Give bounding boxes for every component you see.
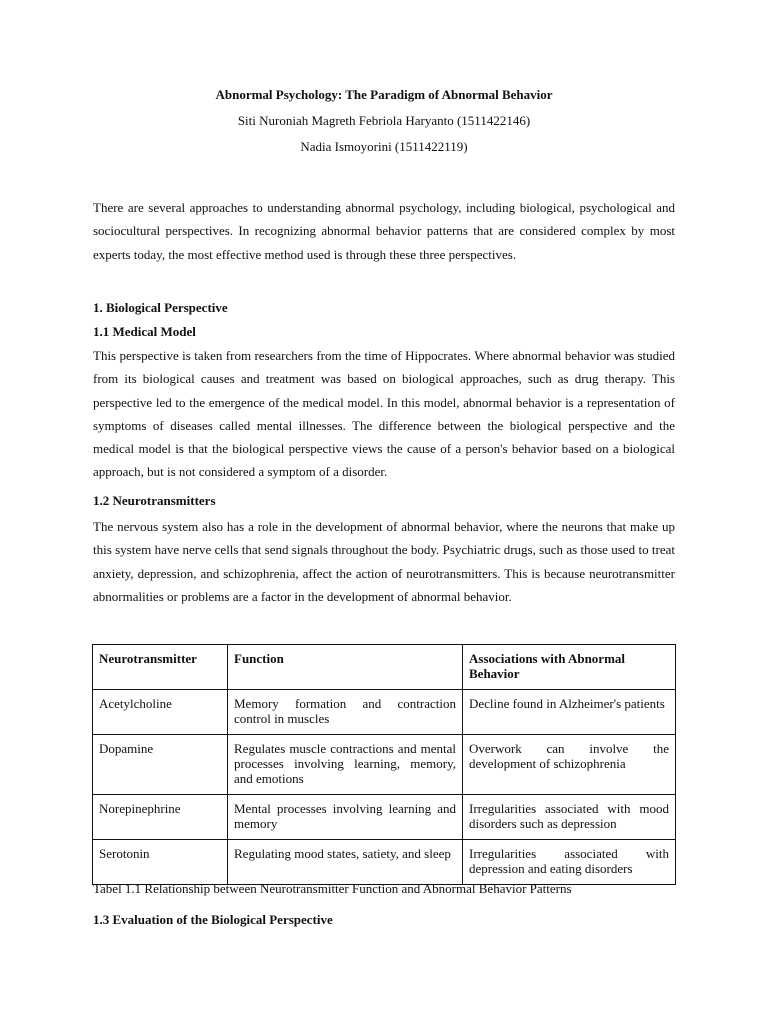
table-cell: Regulating mood states, satiety, and sleep: [228, 840, 463, 885]
subsection-heading: 1.3 Evaluation of the Biological Perspective: [93, 912, 333, 927]
neurotransmitter-table: [92, 644, 676, 885]
table-cell: Memory formation and contraction control in muscles: [228, 690, 463, 735]
subsection-heading: 1.1 Medical Model: [93, 324, 196, 339]
table-cell: Irregularities associated with mood disorders such as depression: [463, 795, 676, 840]
author-line: Siti Nuroniah Magreth Febriola Haryanto (1511422146): [237, 113, 531, 128]
table-cell: Decline found in Alzheimer's patients: [463, 690, 676, 735]
author-line: Nadia Ismoyorini (1511422119): [300, 139, 468, 154]
intro-paragraph: There are several approaches to understanding abnormal psychology, including biological, psychological and sociocultural perspectives. In recognizing abnormal behavior patterns that are considered complex by most experts today, the most effective method used is through these three perspectives.: [93, 200, 675, 262]
table-cell: Mental processes involving learning and memory: [228, 795, 463, 840]
table-caption: Tabel 1.1 Relationship between Neurotransmitter Function and Abnormal Behavior Patterns: [93, 881, 572, 896]
section-heading: 1. Biological Perspective: [93, 300, 228, 315]
table-row: [93, 795, 676, 840]
table-row: [93, 840, 676, 885]
column-header: Function: [228, 645, 463, 690]
column-header: Neurotransmitter: [93, 645, 228, 690]
table-cell: Overwork can involve the development of schizophrenia: [463, 735, 676, 795]
table-cell: Dopamine: [93, 735, 228, 795]
subsection-heading: 1.2 Neurotransmitters: [93, 493, 216, 508]
document-title: Abnormal Psychology: The Paradigm of Abnormal Behavior: [215, 87, 553, 102]
table-cell: Irregularities associated with depression and eating disorders: [463, 840, 676, 885]
table-header-row: [93, 645, 676, 690]
table-row: [93, 735, 676, 795]
table-cell: Serotonin: [93, 840, 228, 885]
body-paragraph: This perspective is taken from researchers from the time of Hippocrates. Where abnormal behavior was studied from its biological causes and treatment was based on biological approaches, such as drug therapy. This perspective led to the emergence of the medical model. In this model, abnormal behavior is a representation of symptoms of diseases called mental illnesses. The difference between the biological perspective and the medical model is that the biological perspective views the cause of a person's behavior based on a biological approach, but is not considered a symptom of a disorder.: [93, 348, 675, 480]
table-cell: Regulates muscle contractions and mental processes involving learning, memory, and emotions: [228, 735, 463, 795]
body-paragraph: The nervous system also has a role in the development of abnormal behavior, where the neurons that make up this system have nerve cells that send signals throughout the body. Psychiatric drugs, such as those used to treat anxiety, depression, and schizophrenia, affect the action of neurotransmitters. This is because neurotransmitter abnormalities or problems are a factor in the development of abnormal behavior.: [93, 519, 675, 604]
table-cell: Norepinephrine: [93, 795, 228, 840]
column-header: Associations with Abnormal Behavior: [463, 645, 676, 690]
table-cell: Acetylcholine: [93, 690, 228, 735]
table-row: [93, 690, 676, 735]
